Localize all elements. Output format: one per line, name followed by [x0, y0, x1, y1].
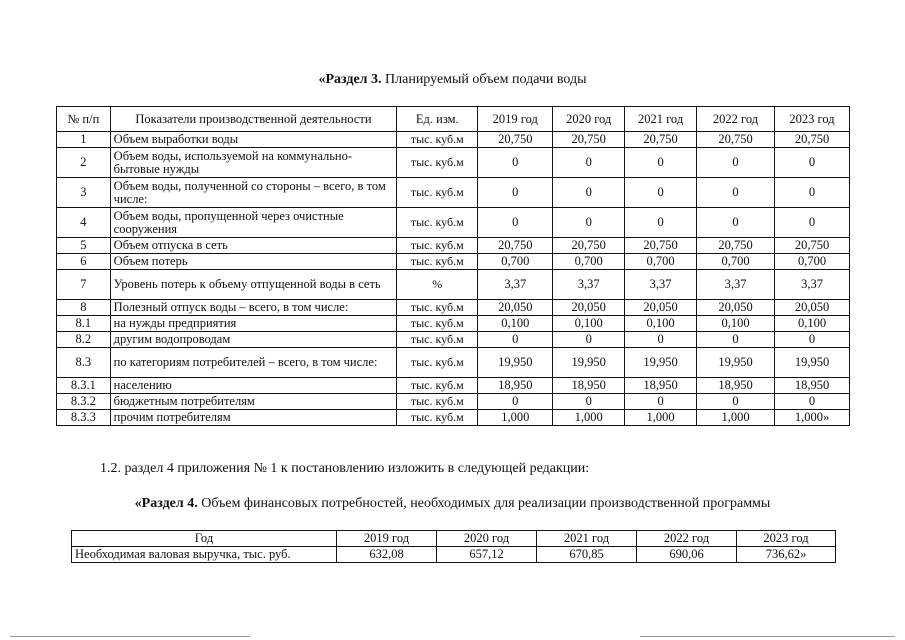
- table-header-row: [57, 107, 850, 132]
- indicator-name: Необходимая валовая выручка, тыс. руб.: [72, 547, 337, 563]
- value-cell: 0: [697, 148, 775, 178]
- section4-title-bold: «Раздел 4.: [134, 496, 198, 511]
- value-cell: 0: [478, 148, 553, 178]
- value-cell: 1,000: [553, 410, 625, 426]
- value-cell: 3,37: [625, 270, 697, 300]
- unit-cell: тыс. куб.м: [397, 238, 478, 254]
- section4-title: [0, 496, 905, 512]
- table-header-row: [72, 531, 836, 547]
- indicator-name: Объем отпуска в сеть: [110, 238, 397, 254]
- row-number: 3: [57, 178, 111, 208]
- unit-cell: тыс. куб.м: [397, 300, 478, 316]
- section3-title-bold: «Раздел 3.: [318, 72, 382, 87]
- value-cell: 1,000: [478, 410, 553, 426]
- row-number: 6: [57, 254, 111, 270]
- value-cell: 3,37: [697, 270, 775, 300]
- value-cell: 0: [553, 148, 625, 178]
- value-cell: 0,100: [478, 316, 553, 332]
- row-number: 5: [57, 238, 111, 254]
- indicator-name: Объем воды, пропущенной через очистные сооружения: [110, 208, 397, 238]
- value-cell: 18,950: [553, 378, 625, 394]
- value-cell: 19,950: [697, 348, 775, 378]
- value-cell: 19,950: [553, 348, 625, 378]
- value-cell: 690,06: [637, 547, 737, 563]
- value-cell: 0,700: [478, 254, 553, 270]
- value-cell: 20,750: [625, 132, 697, 148]
- row-number: 1: [57, 132, 111, 148]
- indicator-name: по категориям потребителей – всего, в том числе:: [110, 348, 397, 378]
- financial-needs-table: [71, 530, 836, 563]
- unit-cell: тыс. куб.м: [397, 316, 478, 332]
- value-cell: 0: [478, 332, 553, 348]
- value-cell: 1,000: [625, 410, 697, 426]
- column-header: 2020 год: [553, 107, 625, 132]
- value-cell: 0: [697, 178, 775, 208]
- value-cell: 0: [625, 332, 697, 348]
- table-row: [57, 316, 850, 332]
- row-number: 8: [57, 300, 111, 316]
- table-row: [57, 254, 850, 270]
- value-cell: 0,100: [775, 316, 850, 332]
- value-cell: 0,100: [697, 316, 775, 332]
- row-number: 8.3.1: [57, 378, 111, 394]
- value-cell: 18,950: [478, 378, 553, 394]
- value-cell: 0,700: [553, 254, 625, 270]
- table-row: [57, 348, 850, 378]
- table-row: [72, 547, 836, 563]
- value-cell: 670,85: [537, 547, 637, 563]
- unit-cell: тыс. куб.м: [397, 394, 478, 410]
- indicator-name: Объем потерь: [110, 254, 397, 270]
- column-header: 2022 год: [697, 107, 775, 132]
- value-cell: 18,950: [775, 378, 850, 394]
- value-cell: 0: [625, 178, 697, 208]
- value-cell: 0: [697, 332, 775, 348]
- value-cell: 0,700: [625, 254, 697, 270]
- value-cell: 0: [553, 208, 625, 238]
- value-cell: 3,37: [478, 270, 553, 300]
- value-cell: 0: [775, 332, 850, 348]
- row-number: 2: [57, 148, 111, 178]
- value-cell: 0: [697, 208, 775, 238]
- value-cell: 0: [478, 178, 553, 208]
- column-header: 2021 год: [625, 107, 697, 132]
- unit-cell: тыс. куб.м: [397, 178, 478, 208]
- indicator-name: на нужды предприятия: [110, 316, 397, 332]
- value-cell: 20,050: [697, 300, 775, 316]
- row-number: 8.3: [57, 348, 111, 378]
- indicator-name: бюджетным потребителям: [110, 394, 397, 410]
- value-cell: 0: [553, 394, 625, 410]
- column-header: Ед. изм.: [397, 107, 478, 132]
- value-cell: 0,100: [625, 316, 697, 332]
- indicator-name: прочим потребителям: [110, 410, 397, 426]
- value-cell: 0: [625, 148, 697, 178]
- table-row: [57, 410, 850, 426]
- table-body: [57, 132, 850, 426]
- unit-cell: %: [397, 270, 478, 300]
- value-cell: 20,050: [553, 300, 625, 316]
- value-cell: 3,37: [775, 270, 850, 300]
- scan-artifact-line: [10, 636, 250, 637]
- value-cell: 0: [775, 148, 850, 178]
- indicator-name: населению: [110, 378, 397, 394]
- row-number: 8.1: [57, 316, 111, 332]
- amendment-paragraph: 1.2. раздел 4 приложения № 1 к постановлению изложить в следующей редакции:: [100, 461, 590, 476]
- table-row: [57, 270, 850, 300]
- value-cell: 20,750: [697, 238, 775, 254]
- column-header: 2021 год: [537, 531, 637, 547]
- value-cell: 0: [775, 394, 850, 410]
- value-cell: 19,950: [775, 348, 850, 378]
- value-cell: 20,750: [478, 238, 553, 254]
- row-number: 7: [57, 270, 111, 300]
- section3-title-text: Планируемый объем подачи воды: [381, 72, 587, 87]
- value-cell: 19,950: [478, 348, 553, 378]
- value-cell: 20,750: [478, 132, 553, 148]
- column-header: 2023 год: [737, 531, 836, 547]
- indicator-name: Объем воды, полученной со стороны – всего, в том числе:: [110, 178, 397, 208]
- column-header: 2020 год: [437, 531, 537, 547]
- unit-cell: тыс. куб.м: [397, 148, 478, 178]
- value-cell: 18,950: [625, 378, 697, 394]
- value-cell: 657,12: [437, 547, 537, 563]
- section4-title-text: Объем финансовых потребностей, необходимых для реализации производственной программы: [197, 496, 771, 511]
- value-cell: 1,000»: [775, 410, 850, 426]
- indicator-name: другим водопроводам: [110, 332, 397, 348]
- value-cell: 19,950: [625, 348, 697, 378]
- water-supply-table: [56, 106, 850, 426]
- value-cell: 0: [553, 332, 625, 348]
- column-header: 2022 год: [637, 531, 737, 547]
- table-row: [57, 394, 850, 410]
- unit-cell: тыс. куб.м: [397, 410, 478, 426]
- value-cell: 0: [775, 208, 850, 238]
- value-cell: 20,050: [775, 300, 850, 316]
- value-cell: 20,750: [775, 132, 850, 148]
- table-row: [57, 132, 850, 148]
- column-header: 2019 год: [337, 531, 437, 547]
- value-cell: 0: [625, 394, 697, 410]
- value-cell: 18,950: [697, 378, 775, 394]
- row-number: 8.3.2: [57, 394, 111, 410]
- value-cell: 0,700: [775, 254, 850, 270]
- indicator-name: Уровень потерь к объему отпущенной воды в сеть: [110, 270, 397, 300]
- value-cell: 0: [553, 178, 625, 208]
- table-row: [57, 300, 850, 316]
- value-cell: 3,37: [553, 270, 625, 300]
- value-cell: 20,750: [697, 132, 775, 148]
- unit-cell: тыс. куб.м: [397, 348, 478, 378]
- unit-cell: тыс. куб.м: [397, 332, 478, 348]
- row-number: 8.3.3: [57, 410, 111, 426]
- value-cell: 1,000: [697, 410, 775, 426]
- column-header: 2023 год: [775, 107, 850, 132]
- row-number: 8.2: [57, 332, 111, 348]
- indicator-name: Полезный отпуск воды – всего, в том числе:: [110, 300, 397, 316]
- unit-cell: тыс. куб.м: [397, 254, 478, 270]
- table-row: [57, 378, 850, 394]
- column-header: № п/п: [57, 107, 111, 132]
- value-cell: 0: [625, 208, 697, 238]
- value-cell: 632,08: [337, 547, 437, 563]
- column-header: Год: [72, 531, 337, 547]
- table-row: [57, 332, 850, 348]
- unit-cell: тыс. куб.м: [397, 378, 478, 394]
- value-cell: 0: [775, 178, 850, 208]
- table-row: [57, 148, 850, 178]
- value-cell: 0,100: [553, 316, 625, 332]
- table-row: [57, 178, 850, 208]
- scan-artifact-line: [640, 636, 895, 637]
- unit-cell: тыс. куб.м: [397, 208, 478, 238]
- table-row: [57, 208, 850, 238]
- table-row: [57, 238, 850, 254]
- value-cell: 0: [478, 394, 553, 410]
- indicator-name: Объем выработки воды: [110, 132, 397, 148]
- section3-title: [0, 72, 905, 88]
- value-cell: 20,750: [553, 238, 625, 254]
- value-cell: 0: [697, 394, 775, 410]
- column-header: Показатели производственной деятельности: [110, 107, 397, 132]
- column-header: 2019 год: [478, 107, 553, 132]
- value-cell: 20,750: [553, 132, 625, 148]
- indicator-name: Объем воды, используемой на коммунально-бытовые нужды: [110, 148, 397, 178]
- value-cell: 20,750: [625, 238, 697, 254]
- value-cell: 20,050: [625, 300, 697, 316]
- value-cell: 20,750: [775, 238, 850, 254]
- value-cell: 0: [478, 208, 553, 238]
- row-number: 4: [57, 208, 111, 238]
- value-cell: 0,700: [697, 254, 775, 270]
- value-cell: 20,050: [478, 300, 553, 316]
- unit-cell: тыс. куб.м: [397, 132, 478, 148]
- value-cell: 736,62»: [737, 547, 836, 563]
